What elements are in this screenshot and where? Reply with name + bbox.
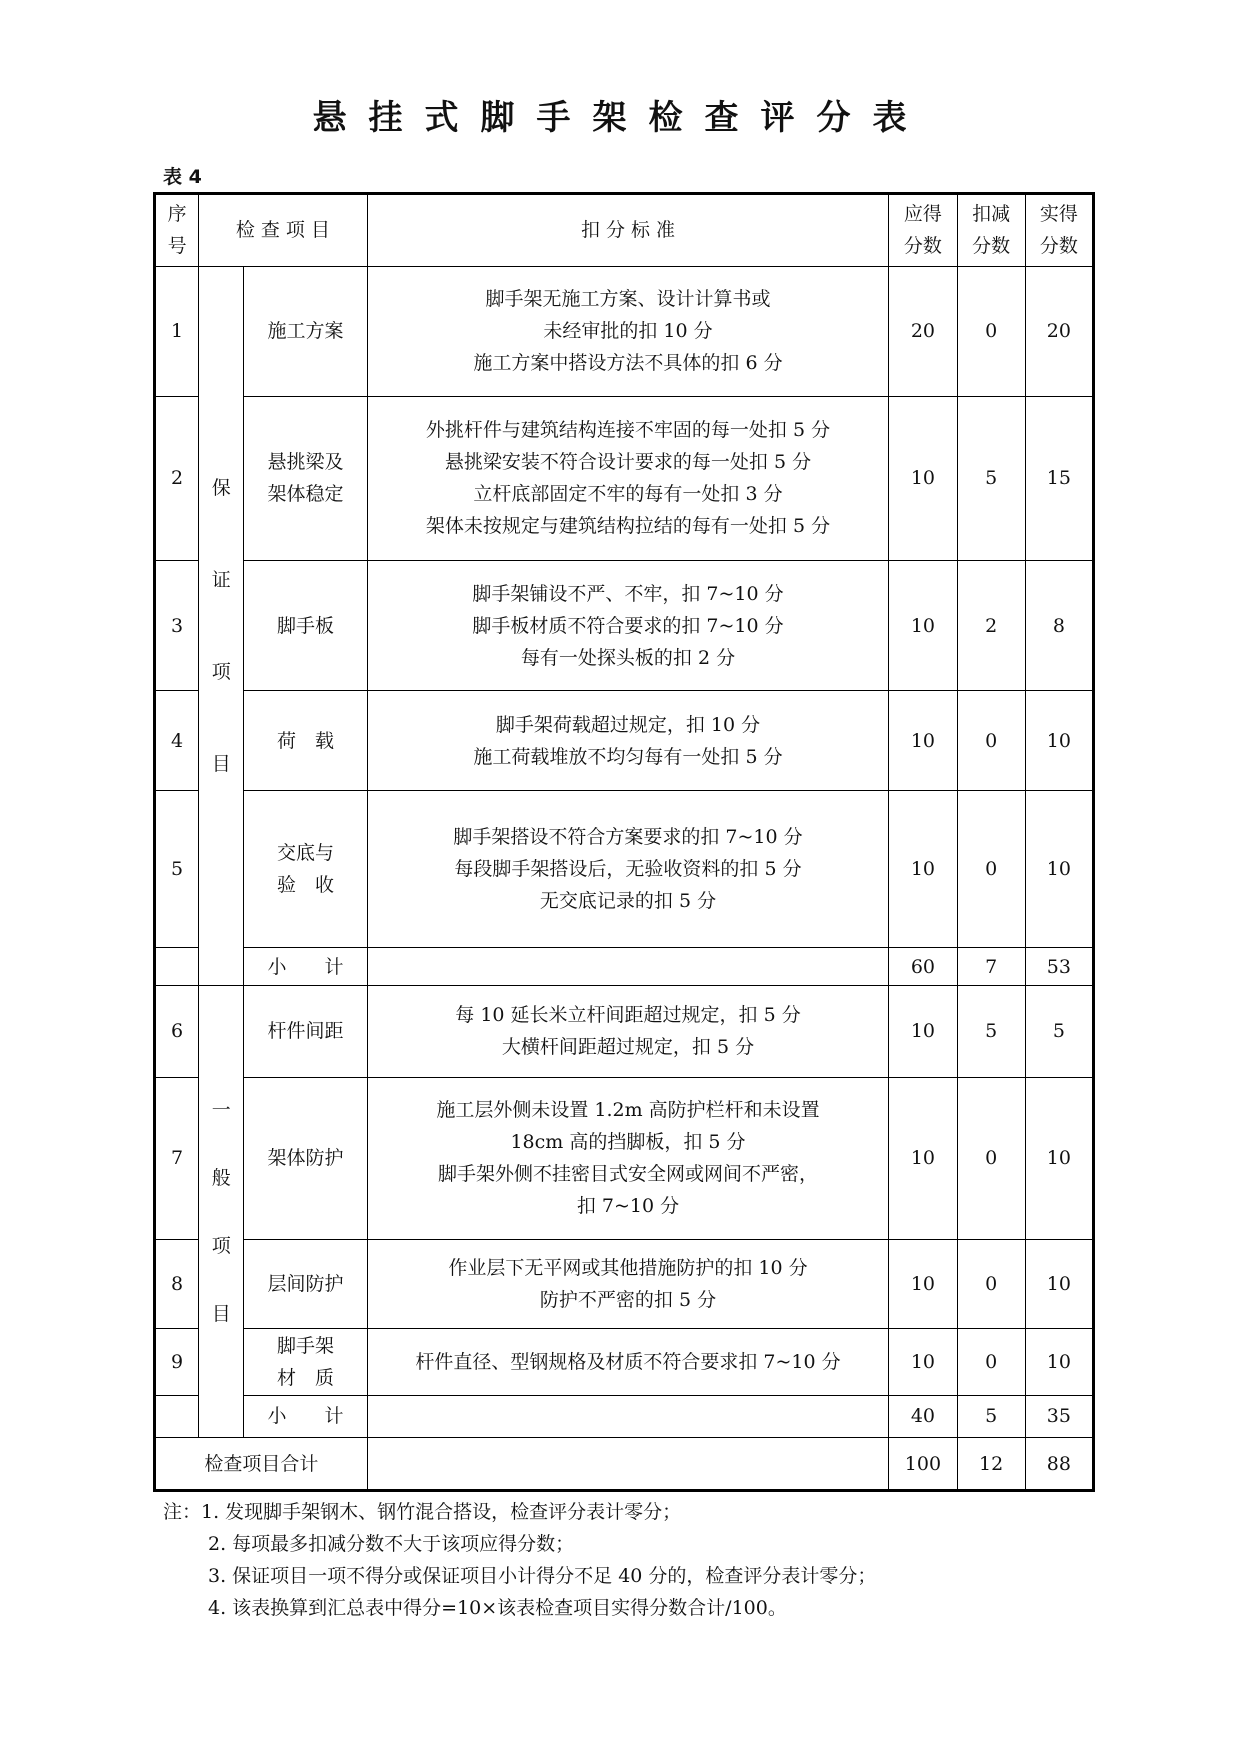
- table-label: 表 4: [163, 166, 202, 188]
- row-deduct: 5: [957, 986, 1025, 1077]
- page-title: 悬挂式脚手架检查评分表: [312, 98, 929, 138]
- table-row: [155, 560, 1094, 691]
- row-deduct: 0: [957, 1328, 1025, 1395]
- header-no: 序 号: [155, 194, 199, 267]
- row-deduct: 0: [957, 266, 1025, 396]
- row-standard: 施工层外侧未设置 1.2m 高防护栏杆和未设置 18cm 高的挡脚板，扣 5 分 脚手架外侧不挂密目式安全网或网间不严密， 扣 7~10 分: [367, 1077, 889, 1239]
- row-item: 荷 载: [244, 691, 367, 790]
- row-actual: 8: [1025, 560, 1093, 691]
- row-standard: 作业层下无平网或其他措施防护的扣 10 分 防护不严密的扣 5 分: [367, 1239, 889, 1328]
- row-standard: 脚手架铺设不严、不牢，扣 7~10 分 脚手板材质不符合要求的扣 7~10 分 每有一处探头板的扣 2 分: [367, 560, 889, 691]
- row-standard: 脚手架无施工方案、设计计算书或 未经审批的扣 10 分 施工方案中搭设方法不具体的扣 6 分: [367, 266, 889, 396]
- total-row: [155, 1438, 1094, 1491]
- group-general-label: 一 般 项 目: [199, 986, 244, 1438]
- row-item: 交底与 验 收: [244, 790, 367, 947]
- row-due: 10: [889, 1077, 957, 1239]
- row-deduct: 2: [957, 560, 1025, 691]
- row-no: 9: [155, 1328, 199, 1395]
- row-deduct: 0: [957, 691, 1025, 790]
- table-row: [155, 790, 1094, 947]
- subtotal-label: 小 计: [244, 947, 367, 986]
- row-no: 2: [155, 396, 199, 560]
- row-standard: 外挑杆件与建筑结构连接不牢固的每一处扣 5 分 悬挑梁安装不符合设计要求的每一处扣 5 分 立杆底部固定不牢的每有一处扣 3 分 架体未按规定与建筑结构拉结的每有一处扣 5 分: [367, 396, 889, 560]
- row-due: 10: [889, 560, 957, 691]
- row-actual: 10: [1025, 691, 1093, 790]
- row-item: 脚手板: [244, 560, 367, 691]
- row-due: 10: [889, 1328, 957, 1395]
- row-deduct: 0: [957, 1239, 1025, 1328]
- row-item: 架体防护: [244, 1077, 367, 1239]
- row-standard: 脚手架搭设不符合方案要求的扣 7~10 分 每段脚手架搭设后，无验收资料的扣 5 分 无交底记录的扣 5 分: [367, 790, 889, 947]
- row-actual: 10: [1025, 1077, 1093, 1239]
- subtotal-due: 60: [889, 947, 957, 986]
- header-row: [155, 194, 1094, 267]
- row-item: 悬挑梁及 架体稳定: [244, 396, 367, 560]
- row-standard: 杆件直径、型钢规格及材质不符合要求扣 7~10 分: [367, 1328, 889, 1395]
- row-actual: 5: [1025, 986, 1093, 1077]
- empty-cell: [155, 947, 199, 986]
- row-deduct: 0: [957, 790, 1025, 947]
- table-row: [155, 1328, 1094, 1395]
- row-no: 6: [155, 986, 199, 1077]
- row-item: 层间防护: [244, 1239, 367, 1328]
- row-standard: 脚手架荷载超过规定，扣 10 分 施工荷载堆放不均匀每有一处扣 5 分: [367, 691, 889, 790]
- subtotal-actual: 53: [1025, 947, 1093, 986]
- header-deduct: 扣减 分数: [957, 194, 1025, 267]
- subtotal-label: 小 计: [244, 1395, 367, 1438]
- subtotal-deduct: 5: [957, 1395, 1025, 1438]
- row-actual: 10: [1025, 1328, 1093, 1395]
- header-actual: 实得 分数: [1025, 194, 1093, 267]
- empty-cell: [367, 1438, 889, 1491]
- row-due: 10: [889, 1239, 957, 1328]
- row-item: 施工方案: [244, 266, 367, 396]
- row-due: 20: [889, 266, 957, 396]
- empty-cell: [367, 947, 889, 986]
- row-item: 脚手架 材 质: [244, 1328, 367, 1395]
- row-actual: 10: [1025, 790, 1093, 947]
- total-label: 检查项目合计: [155, 1438, 368, 1491]
- subtotal-row-general: [155, 1395, 1094, 1438]
- row-actual: 20: [1025, 266, 1093, 396]
- table-row: [155, 396, 1094, 560]
- row-actual: 15: [1025, 396, 1093, 560]
- header-item: 检 查 项 目: [199, 194, 368, 267]
- row-no: 3: [155, 560, 199, 691]
- note-2: 2. 每项最多扣减分数不大于该项应得分数；: [208, 1533, 575, 1555]
- total-actual: 88: [1025, 1438, 1093, 1491]
- row-item: 杆件间距: [244, 986, 367, 1077]
- note-1: 注：1. 发现脚手架钢木、钢竹混合搭设，检查评分表计零分；: [163, 1501, 682, 1523]
- row-standard: 每 10 延长米立杆间距超过规定，扣 5 分 大横杆间距超过规定，扣 5 分: [367, 986, 889, 1077]
- row-deduct: 0: [957, 1077, 1025, 1239]
- row-no: 1: [155, 266, 199, 396]
- total-due: 100: [889, 1438, 957, 1491]
- total-deduct: 12: [957, 1438, 1025, 1491]
- note-4: 4. 该表换算到汇总表中得分=10×该表检查项目实得分数合计/100。: [208, 1597, 787, 1619]
- group-guarantee-label: 保 证 项 目: [199, 266, 244, 985]
- table-row: [155, 691, 1094, 790]
- row-due: 10: [889, 691, 957, 790]
- score-table: [153, 192, 1095, 1492]
- header-due: 应得 分数: [889, 194, 957, 267]
- row-no: 7: [155, 1077, 199, 1239]
- row-due: 10: [889, 396, 957, 560]
- notes: [163, 1496, 876, 1624]
- empty-cell: [155, 1395, 199, 1438]
- table-row: [155, 1077, 1094, 1239]
- row-no: 5: [155, 790, 199, 947]
- row-due: 10: [889, 986, 957, 1077]
- table-row: [155, 1239, 1094, 1328]
- note-3: 3. 保证项目一项不得分或保证项目小计得分不足 40 分的，检查评分表计零分；: [208, 1565, 877, 1587]
- table-row: [155, 986, 1094, 1077]
- row-due: 10: [889, 790, 957, 947]
- row-actual: 10: [1025, 1239, 1093, 1328]
- row-deduct: 5: [957, 396, 1025, 560]
- empty-cell: [367, 1395, 889, 1438]
- table-row: [155, 266, 1094, 396]
- subtotal-due: 40: [889, 1395, 957, 1438]
- subtotal-actual: 35: [1025, 1395, 1093, 1438]
- subtotal-row-guarantee: [155, 947, 1094, 986]
- row-no: 4: [155, 691, 199, 790]
- subtotal-deduct: 7: [957, 947, 1025, 986]
- row-no: 8: [155, 1239, 199, 1328]
- header-standard: 扣 分 标 准: [367, 194, 889, 267]
